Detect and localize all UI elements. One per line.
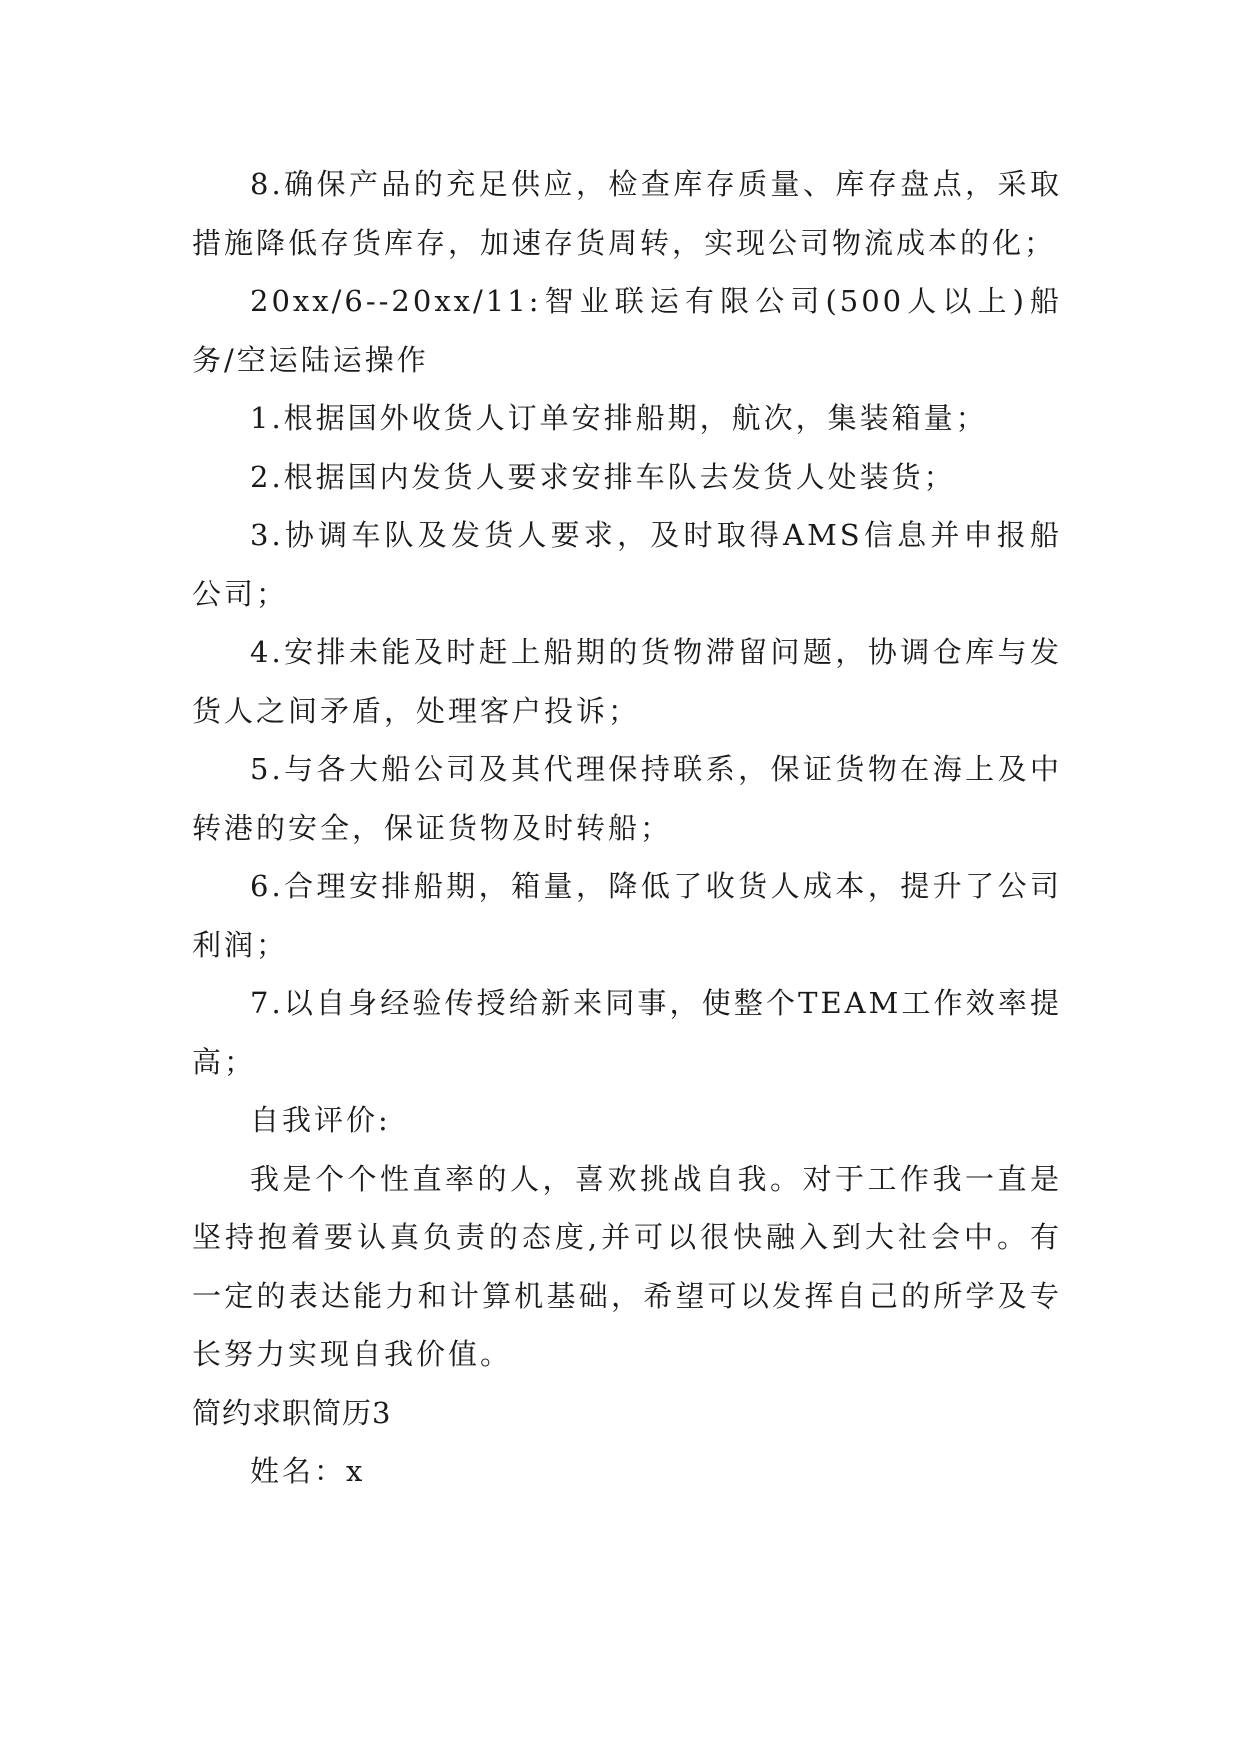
name-line: 姓名：x <box>250 1454 366 1488</box>
paragraph-duty-6: 6.合理安排船期，箱量，降低了收货人成本，提升了公司利润； <box>192 869 1062 962</box>
paragraph-duty-5: 5.与各大船公司及其代理保持联系，保证货物在海上及中转港的安全，保证货物及时转船； <box>192 752 1062 845</box>
document-body <box>192 155 1062 1501</box>
self-evaluation-label: 自我评价: <box>250 1103 391 1137</box>
paragraph-duty-4: 4.安排未能及时赶上船期的货物滞留问题，协调仓库与发货人之间矛盾，处理客户投诉； <box>192 635 1062 728</box>
paragraph-duty-8: 8.确保产品的充足供应，检查库存质量、库存盘点，采取措施降低存货库存，加速存货周转，实现公司物流成本的化； <box>192 167 1062 260</box>
paragraph-job-period: 20xx/6--20xx/11:智业联运有限公司(500人以上)船务/空运陆运操作 <box>192 284 1062 377</box>
section-heading: 简约求职简历3 <box>192 1395 392 1430</box>
paragraph-duty-7: 7.以自身经验传授给新来同事，使整个TEAM工作效率提高； <box>192 986 1062 1079</box>
self-evaluation-text: 我是个个性直率的人，喜欢挑战自我。对于工作我一直是坚持抱着要认真负责的态度,并可以很快融入到大社会中。有一定的表达能力和计算机基础，希望可以发挥自己的所学及专长努力实现自我价值。 <box>192 1161 1062 1371</box>
paragraph-duty-2: 2.根据国内发货人要求安排车队去发货人处装货； <box>250 459 956 494</box>
paragraph-duty-1: 1.根据国外收货人订单安排船期，航次，集装箱量； <box>250 401 988 435</box>
paragraph-duty-3: 3.协调车队及发货人要求，及时取得AMS信息并申报船公司； <box>192 518 1062 611</box>
